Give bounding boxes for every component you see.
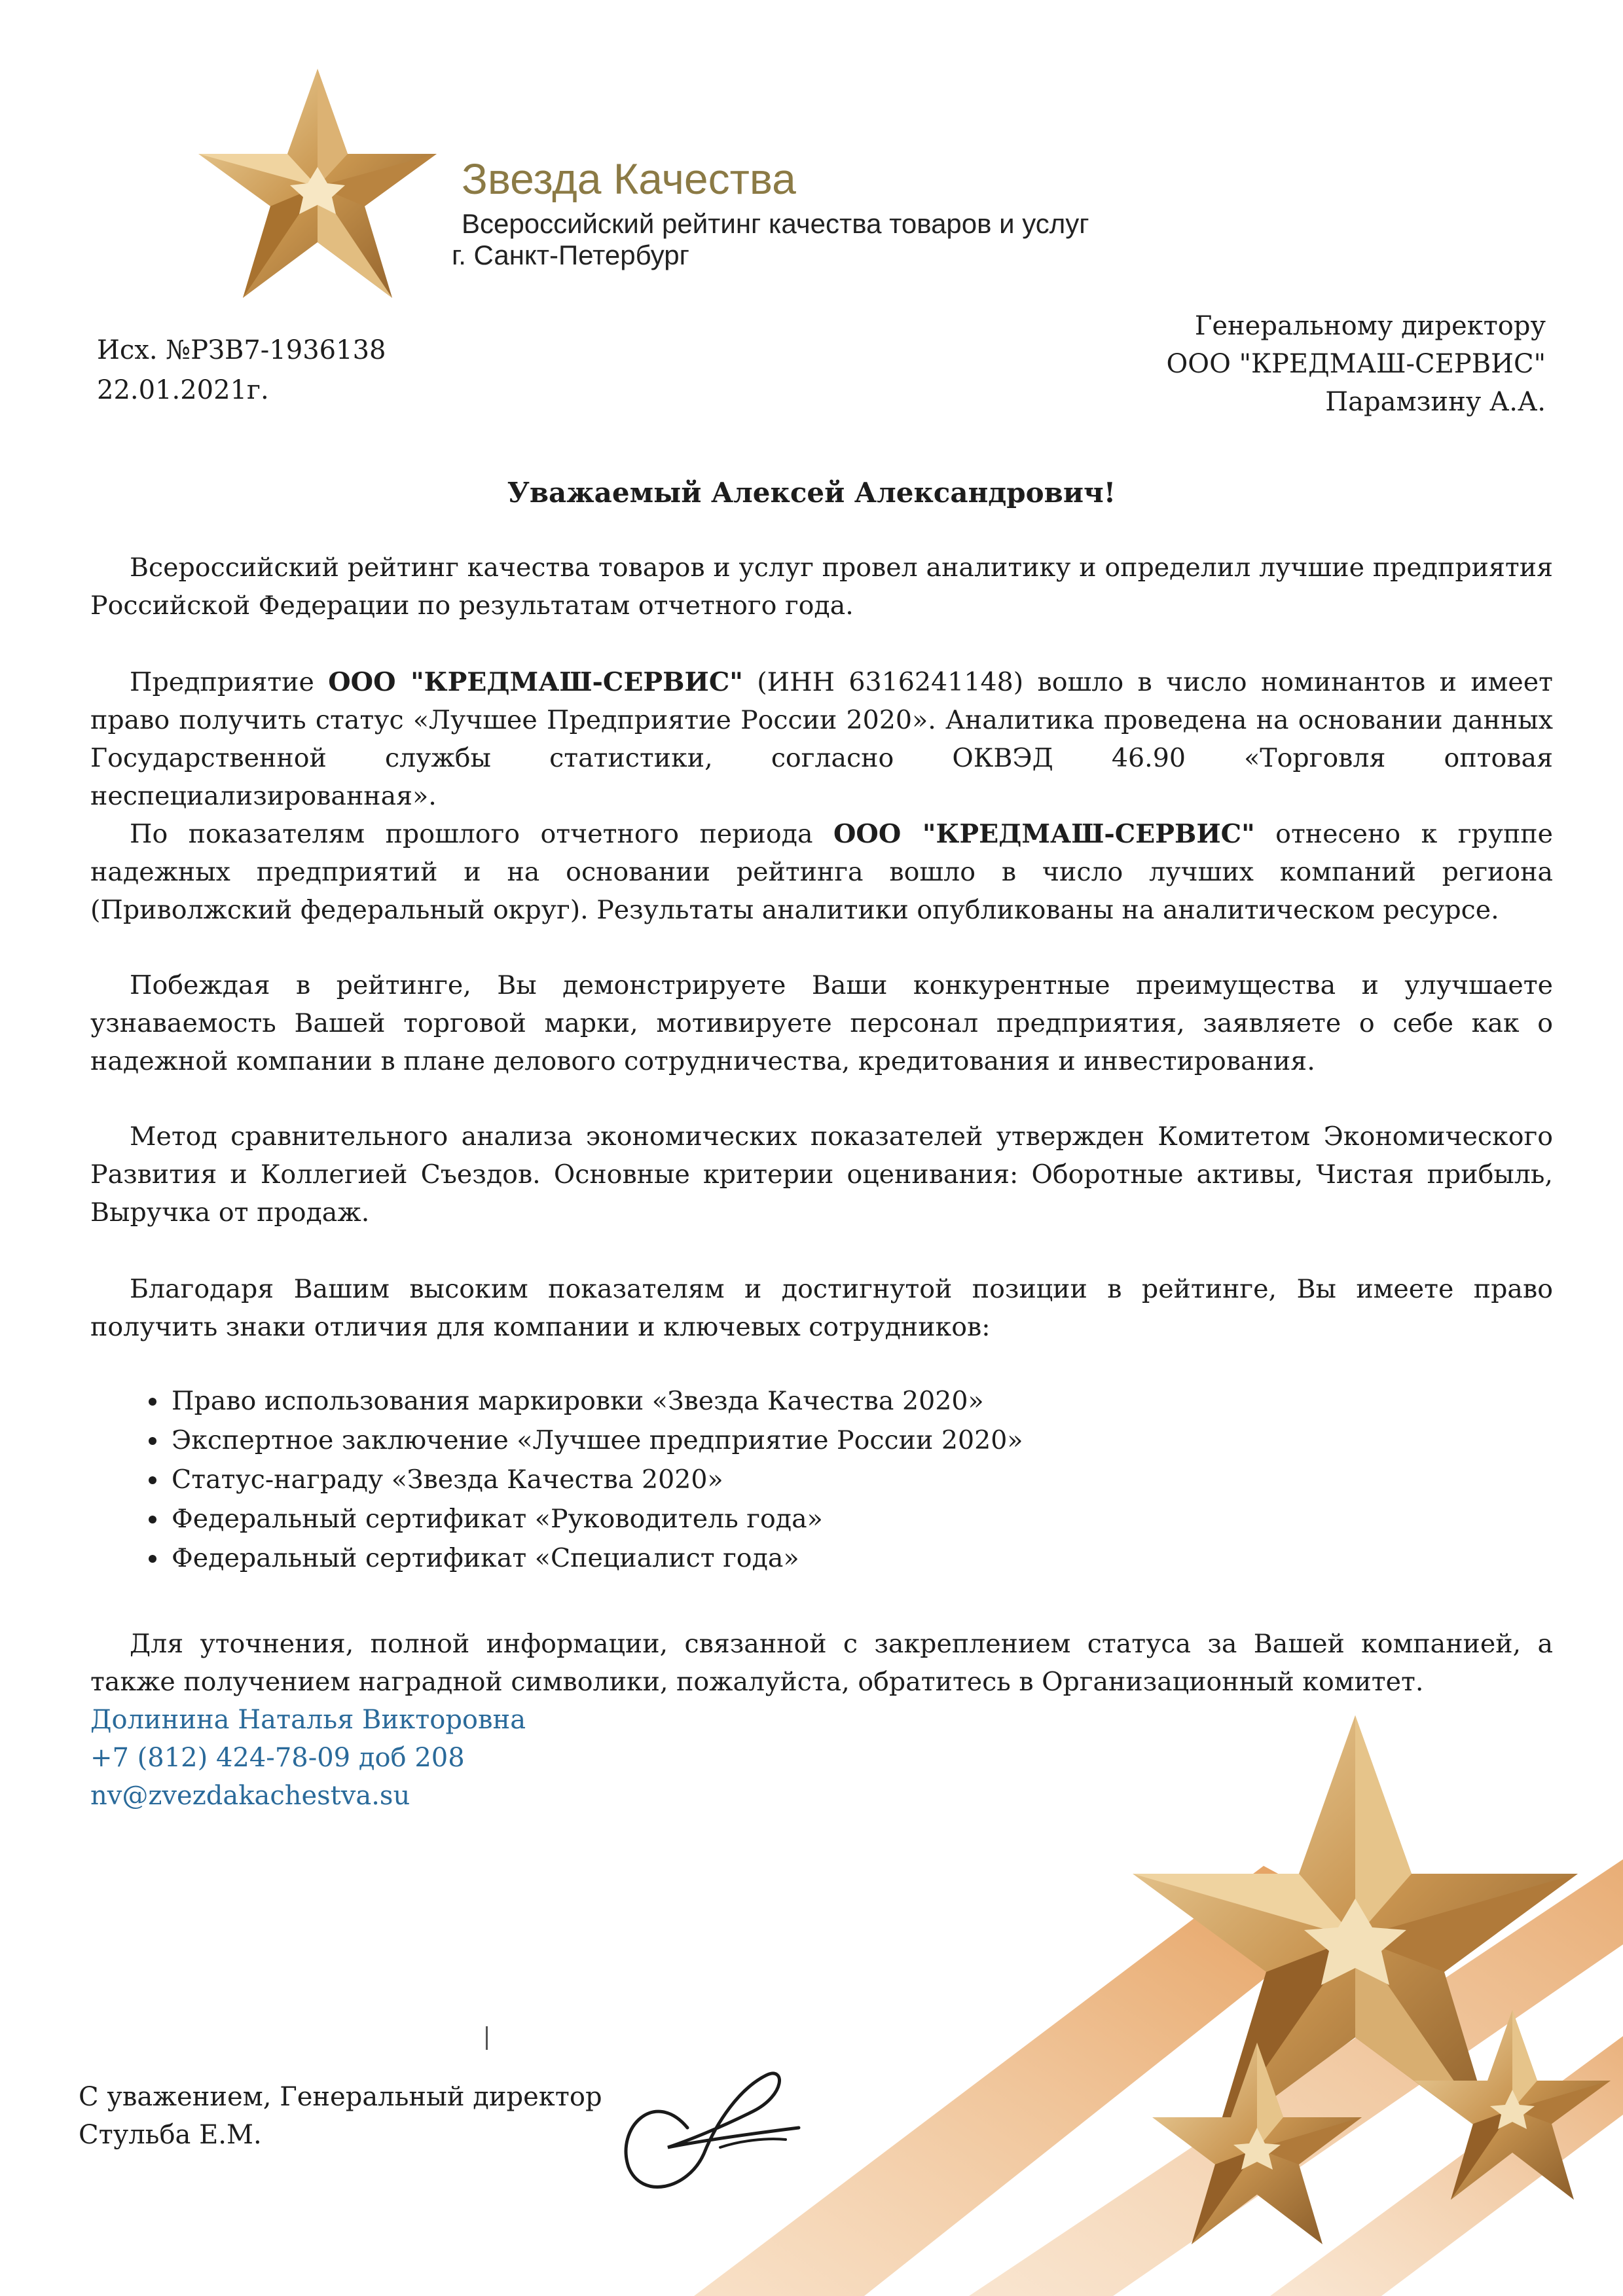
list-item: • Право использования маркировки «Звезда Качества 2020» [169,1381,1023,1421]
signoff-name: Стульба Е.М. [79,2120,262,2150]
paragraph-awards: Благодаря Вашим высоким показателям и достигнутой позиции в рейтинге, Вы имеете право получить знаки отличия для компании и ключевых сотрудников: [90,1274,1553,1342]
contact-phone[interactable]: +7 (812) 424-78-09 доб 208 [90,1743,465,1773]
list-item: • Федеральный сертификат «Специалист года» [169,1539,1023,1578]
letter-date: 22.01.2021г. [97,375,269,405]
signoff-position: С уважением, Генеральный директор [79,2082,602,2112]
decorative-stars-icon [694,1696,1623,2296]
paragraph-results [90,815,1553,929]
recipient-position: Генеральному директору [1194,311,1546,341]
scan-mark [486,2026,488,2050]
paragraph-contact: Для уточнения, полной информации, связанной с закреплением статуса за Вашей компанией, а также получением наградной символики, пожалуйста, обратитесь в Организационный комитет. [90,1629,1553,1697]
company-name: ООО "КРЕДМАШ-СЕРВИС" [328,667,743,697]
contact-name: Долинина Наталья Викторовна [90,1705,526,1735]
logo-star-icon [193,62,442,304]
contact-email[interactable]: nv@zvezdakachestva.su [90,1781,410,1811]
paragraph-nomination [90,663,1553,815]
paragraph-text: отнесено к группе надежных предприятий и на основании рейтинга вошло в число лучших компаний региона (Приволжский федеральный округ). Результаты аналитики опубликованы на аналитическом ресурсе. [90,819,1553,925]
org-city: г. Санкт-Петербург [452,240,689,270]
recipient-name: Парамзину А.А. [1325,387,1546,417]
paragraph-intro: Всероссийский рейтинг качества товаров и услуг провел аналитику и определил лучшие предприятия Российской Федерации по результатам отчетного года. [90,553,1553,621]
org-name: Звезда Качества [462,155,796,203]
paragraph-benefits: Побеждая в рейтинге, Вы демонстрируете Ваши конкурентные преимущества и улучшаете узнаваемость Вашей торговой марки, мотивируете персонал предприятия, заявляете о себе как о надежной компании в плане делового сотрудничества, кредитования и инвестирования. [90,970,1553,1076]
paragraph-text: (ИНН 6316241148) вошло в число номинантов и имеет право получить статус «Лучшее Предприятие России 2020». Аналитика проведена на основании данных Государственной службы статистики, согласно ОКВЭД 46.90 «Торговля оптовая неспециализированная». [90,667,1553,811]
salutation: Уважаемый Алексей Александрович! [507,477,1116,509]
paragraph-text: По показателям прошлого отчетного периода [130,819,833,849]
outgoing-number: Исх. №РЗВ7-1936138 [97,335,386,365]
signature-icon [589,2049,825,2206]
awards-list [123,1381,1023,1578]
org-subtitle: Всероссийский рейтинг качества товаров и услуг [462,208,1089,239]
paragraph-method: Метод сравнительного анализа экономических показателей утвержден Комитетом Экономического Развития и Коллегией Съездов. Основные критерии оценивания: Оборотные активы, Чистая прибыль, Выручка от продаж. [90,1121,1553,1228]
list-item: • Федеральный сертификат «Руководитель года» [169,1499,1023,1539]
list-item: • Экспертное заключение «Лучшее предприятие России 2020» [169,1421,1023,1460]
list-item: • Статус-награду «Звезда Качества 2020» [169,1460,1023,1499]
company-name: ООО "КРЕДМАШ-СЕРВИС" [833,819,1255,849]
paragraph-text: Предприятие [130,667,329,697]
recipient-company: ООО "КРЕДМАШ-СЕРВИС" [1166,349,1546,379]
